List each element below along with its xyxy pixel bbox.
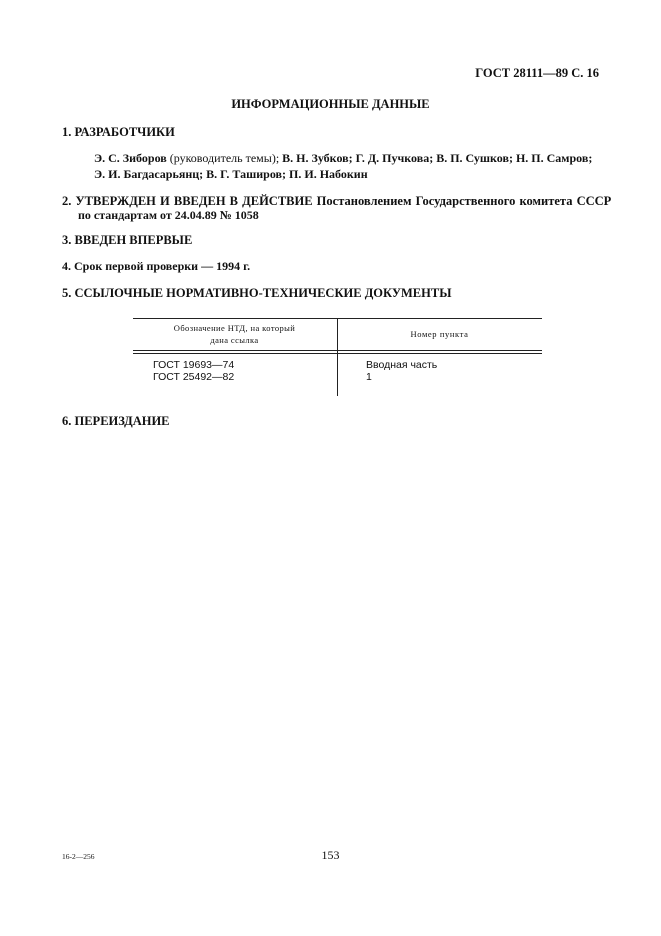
table-row-1-clause: Вводная часть <box>366 359 438 371</box>
table-header-document-line1: Обозначение НТД, на который <box>173 323 296 333</box>
table-row-2-clause: 1 <box>366 371 372 383</box>
developer-lead-name: Э. С. Зиборов <box>94 151 167 165</box>
document-reference: ГОСТ 28111—89 С. 16 <box>475 66 599 80</box>
page-title: ИНФОРМАЦИОННЫЕ ДАННЫЕ <box>231 97 430 111</box>
table-row-1-document: ГОСТ 19693—74 <box>153 359 235 371</box>
section-approval-line-2: по стандартам от 24.04.89 № 1058 <box>78 208 259 222</box>
developers-list-1: В. Н. Зубков; Г. Д. Пучкова; В. П. Сушков; Н. П. Самров; <box>282 151 593 165</box>
developers-line-1 <box>94 151 592 166</box>
section-first-introduced: 3. ВВЕДЕН ВПЕРВЫЕ <box>62 233 193 247</box>
table-row-2-document: ГОСТ 25492—82 <box>153 371 235 383</box>
developer-lead-role: (руководитель темы); <box>166 151 283 165</box>
table-header-document-line2: дана ссылка <box>210 335 259 345</box>
section-developers-heading: 1. РАЗРАБОТЧИКИ <box>62 125 175 139</box>
section-review-term: 4. Срок первой проверки — 1994 г. <box>62 259 251 273</box>
page-number: 153 <box>321 848 340 862</box>
developers-line-2: Э. И. Багдасарьянц; В. Г. Таширов; П. И. Набокин <box>94 167 368 181</box>
footer-print-code: 16-2—256 <box>62 852 95 861</box>
section-approval-line-1: 2. УТВЕРЖДЕН И ВВЕДЕН В ДЕЙСТВИЕ Постановлением Государственного комитета СССР <box>62 194 612 208</box>
section-references-heading: 5. ССЫЛОЧНЫЕ НОРМАТИВНО-ТЕХНИЧЕСКИЕ ДОКУМЕНТЫ <box>62 286 452 300</box>
table-header-clause: Номер пункта <box>410 329 469 339</box>
section-reissue: 6. ПЕРЕИЗДАНИЕ <box>62 414 170 428</box>
table-header-document <box>133 322 336 346</box>
